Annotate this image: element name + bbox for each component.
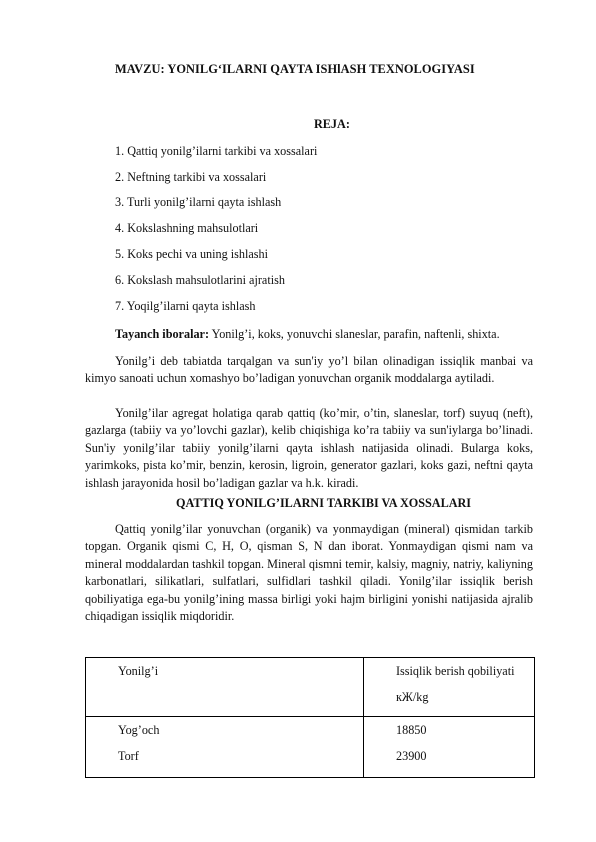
paragraph-text: Qattiq yonilg’ilar yonuvchan (organik) va yonmaydigan (mineral) qismidan tarkib topgan. Organik qismi C, H, O, qisman S, N dan iborat. Yonmaydigan qismi nam va mineral moddalardan tashkil topgan. Mineral qismni temir, kalsiy, magniy, natriy, kaliyning karbonatlari, silikatlari, sulfatlari, sulfidlari tashkil qiladi. Yonilg’ilar issiqlik berish qobiliyatiga ega-bu yonilg’ining massa birligi yoki hajm birligini yonishi natijasida ajralib chiqadigan issiqlik miqdoridir. <box>85 522 533 624</box>
fuel-value: 18850 <box>396 723 427 737</box>
paragraph-text: Yonilg’i deb tabiatda tarqalgan va sun'iy yo’l bilan olinadigan issiqlik manbai va kimyo sanoati uchun xomashyo bo’ladigan yonuvchan organik moddalarga aytiladi. <box>85 354 533 386</box>
fuel-value: 23900 <box>396 749 427 763</box>
table-cell-value <box>364 717 535 778</box>
plan-item: 7. Yoqilg’ilarni qayta ishlash <box>115 299 256 313</box>
paragraph-composition <box>85 521 533 625</box>
header-unit-label: кЖ/kg <box>396 690 429 704</box>
paragraph-text: Yonilg’ilar agregat holatiga qarab qattiq (ko’mir, o’tin, slaneslar, torf) suyuq (neft), gazlarga (tabiiy va yo’lovchi gazlar), kelib chiqishiga ko’ra tabiiy va sun'iylarga bo’linadi. Sun'iy yonilg’ilar tabiiy yonilg’ilarni qayta ishlash natijasida olinadi. Bularga koks, yarimkoks, pista ko’mir, benzin, kerosin, ligroin, generator gazlari, koks gazi, neftni qayta ishlash jarayonida hosil bo’ladigan gazlar va h.k. kiradi. <box>85 406 533 490</box>
plan-item: 3. Turli yonilg’ilarni qayta ishlash <box>115 195 282 209</box>
plan-item: 1. Qattiq yonilg’ilarni tarkibi va xossalari <box>115 144 318 158</box>
document-title: MAVZU: YONILG‘ILARNI QAYTA ISHlASH TEXNOLOGIYASI <box>115 62 475 76</box>
table-header-cell <box>364 658 535 717</box>
plan-item: 5. Koks pechi va uning ishlashi <box>115 247 269 261</box>
plan-item: 2. Neftning tarkibi va xossalari <box>115 170 267 184</box>
keywords-label: Tayanch iboralar: <box>115 327 210 341</box>
fuel-name: Torf <box>118 749 139 763</box>
calorific-value-table <box>85 657 535 778</box>
table-header-row <box>86 658 535 717</box>
table-header-cell <box>86 658 364 717</box>
header-value-label: Issiqlik berish qobiliyati <box>396 664 515 678</box>
fuel-name: Yog’och <box>118 723 160 737</box>
plan-item: 4. Kokslashning mahsulotlari <box>115 221 259 235</box>
table-cell-fuel <box>86 717 364 778</box>
paragraph-classification <box>85 405 533 492</box>
keywords-line <box>115 327 500 342</box>
plan-heading: REJA: <box>314 117 350 131</box>
paragraph-definition <box>85 353 533 388</box>
table-row <box>86 717 535 778</box>
header-fuel-label: Yonilg’i <box>118 664 159 678</box>
keywords-text: Yonilg’i, koks, yonuvchi slaneslar, parafin, naftenli, shixta. <box>209 327 500 341</box>
section-heading: QATTIQ YONILG’ILARNI TARKIBI VA XOSSALARI <box>176 496 472 510</box>
plan-item: 6. Kokslash mahsulotlarini ajratish <box>115 273 285 287</box>
